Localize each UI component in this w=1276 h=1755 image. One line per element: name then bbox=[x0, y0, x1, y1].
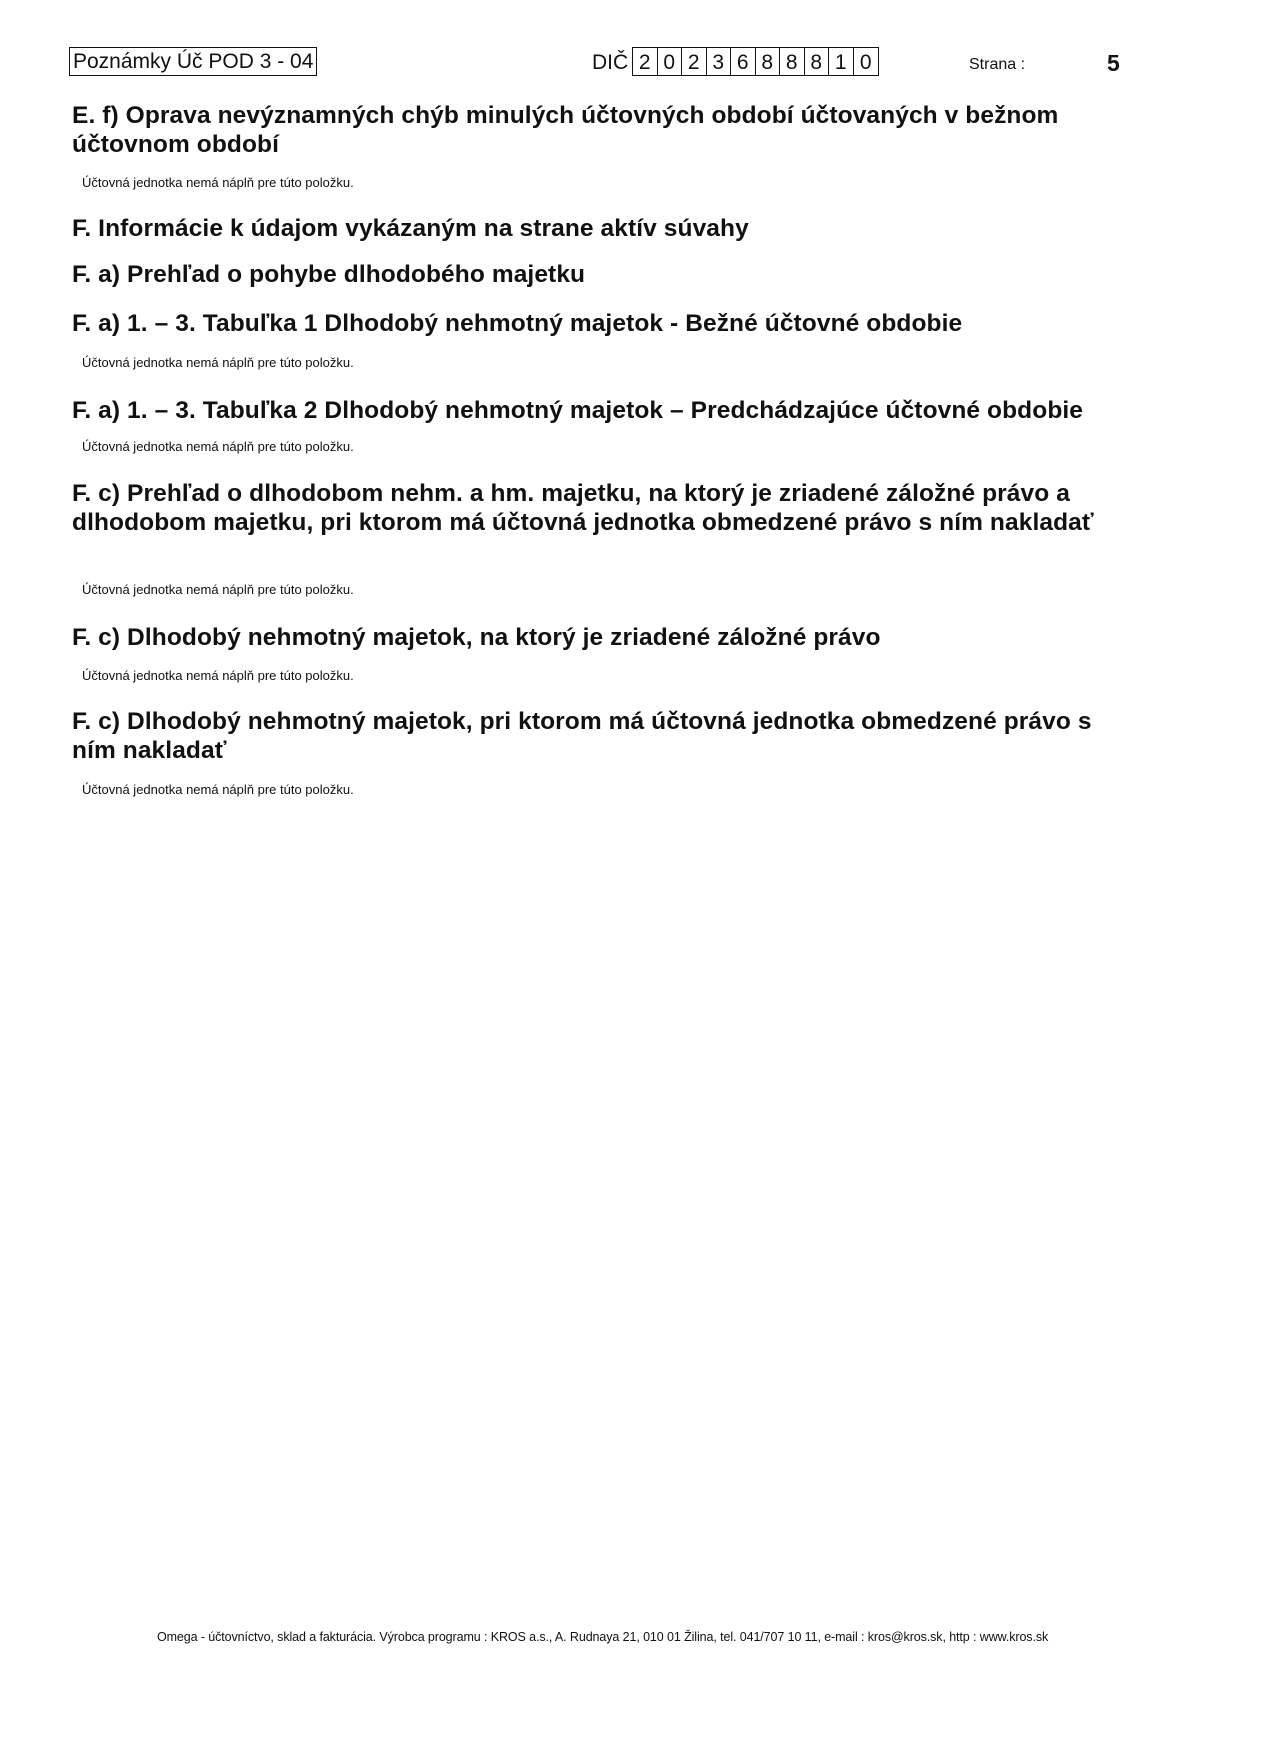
section-note: Účtovná jednotka nemá náplň pre túto položku. bbox=[82, 175, 354, 190]
page-number: 5 bbox=[1107, 50, 1120, 76]
footer-text: Omega - účtovníctvo, sklad a fakturácia. Výrobca programu : KROS a.s., A. Rudnaya 21, 010 01 Žilina, tel. 041/707 10 11, e-mail : kros@kros.sk, http : www.kros.sk bbox=[157, 1630, 1049, 1644]
dic-digit: 8 bbox=[780, 48, 805, 75]
dic-digit: 0 bbox=[658, 48, 683, 75]
section-note: Účtovná jednotka nemá náplň pre túto položku. bbox=[82, 355, 354, 370]
section-heading: F. c) Dlhodobý nehmotný majetok, na ktorý je zriadené záložné právo bbox=[72, 624, 881, 651]
section-note: Účtovná jednotka nemá náplň pre túto položku. bbox=[82, 782, 354, 797]
dic-digit: 2 bbox=[633, 48, 658, 75]
dic-digit: 6 bbox=[731, 48, 756, 75]
section-heading: F. a) 1. – 3. Tabuľka 1 Dlhodobý nehmotný majetok - Bežné účtovné obdobie bbox=[72, 310, 963, 337]
dic-digit: 3 bbox=[707, 48, 732, 75]
dic-digit: 0 bbox=[859, 51, 872, 74]
section-note: Účtovná jednotka nemá náplň pre túto položku. bbox=[82, 582, 354, 597]
section-heading: F. c) Prehľad o dlhodobom nehm. a hm. majetku, na ktorý je zriadené záložné právo a dlhodobom majetku, pri ktorom má účtovná jednotka obmedzené právo s ním nakladať bbox=[72, 480, 1094, 536]
section-heading: F. Informácie k údajom vykázaným na strane aktív súvahy bbox=[72, 215, 749, 242]
section-heading: E. f) Oprava nevýznamných chýb minulých účtovných období účtovaných v bežnom účtovnom období bbox=[72, 102, 1059, 158]
section-note: Účtovná jednotka nemá náplň pre túto položku. bbox=[82, 439, 354, 454]
section-note: Účtovná jednotka nemá náplň pre túto položku. bbox=[82, 668, 354, 683]
section-heading: F. c) Dlhodobý nehmotný majetok, pri ktorom má účtovná jednotka obmedzené právo s ním nakladať bbox=[72, 708, 1092, 764]
section-heading: F. a) Prehľad o pohybe dlhodobého majetku bbox=[72, 261, 586, 288]
dic-number-boxes bbox=[632, 47, 879, 76]
page-label: Strana : bbox=[969, 56, 1026, 73]
dic-digit: 8 bbox=[805, 48, 830, 75]
form-code-label: Poznámky Úč POD 3 - 04 bbox=[69, 47, 317, 76]
dic-digit: 2 bbox=[682, 48, 707, 75]
dic-digit: 1 bbox=[829, 48, 854, 75]
dic-label: DIČ bbox=[592, 51, 629, 74]
section-heading: F. a) 1. – 3. Tabuľka 2 Dlhodobý nehmotný majetok – Predchádzajúce účtovné obdobie bbox=[72, 397, 1084, 424]
dic-digit: 8 bbox=[756, 48, 781, 75]
